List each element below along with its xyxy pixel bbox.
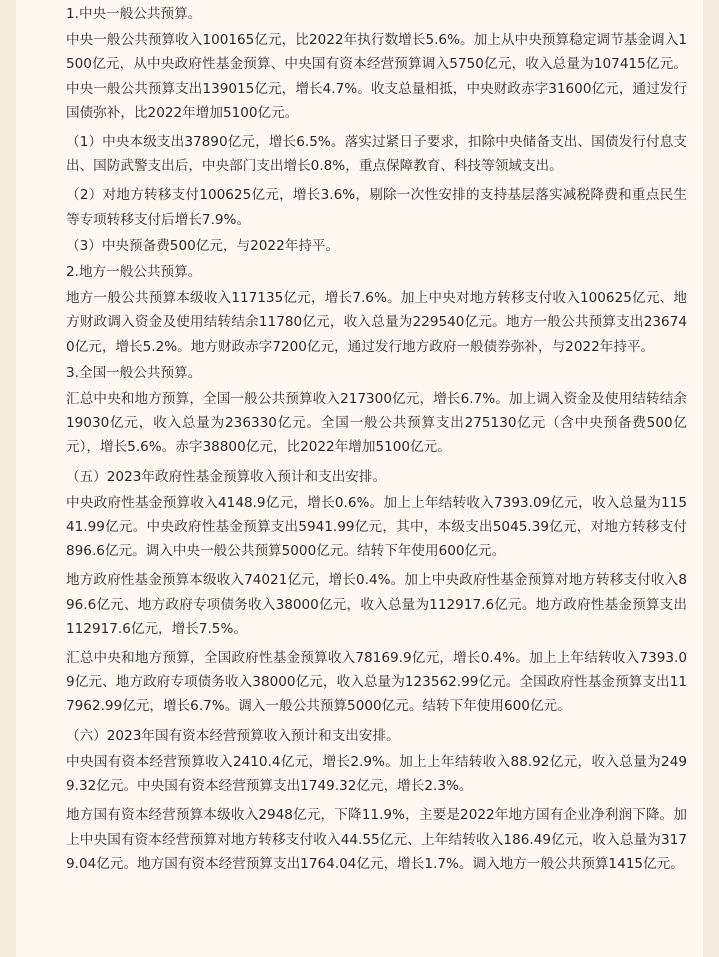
paragraph-central-reserve-fund: （3）中央预备费500亿元，与2022年持平。 (66, 237, 340, 254)
paragraph-central-state-capital-budget: 中央国有资本经营预算收入2410.4亿元，增长2.9%。加上上年结转收入88.92亿元，收入总量为2499.32亿元。中央国有资本经营预算支出1749.32亿元，增长2.3%。 (66, 753, 687, 795)
section-heading-government-fund-budget: （五）2023年政府性基金预算收入预计和支出安排。 (66, 468, 387, 485)
paragraph-national-budget-summary: 汇总中央和地方预算，全国一般公共预算收入217300亿元，增长6.7%。加上调入资金及使用结转结余19030亿元，收入总量为236330亿元。全国一般公共预算支出275130亿元（含中央预备费500亿元），增长5.6%。赤字38800亿元，比2022年增加5100亿元。 (66, 391, 687, 456)
paragraph-local-fund-budget: 地方政府性基金预算本级收入74021亿元，增长0.4%。加上中央政府性基金预算对地方转移支付收入896.6亿元、地方政府专项债务收入38000亿元，收入总量为112917.6亿元。地方政府性基金预算支出112917.6亿元，增长7.5%。 (66, 572, 687, 637)
paragraph-local-budget-summary: 地方一般公共预算本级收入117135亿元，增长7.6%。加上中央对地方转移支付收入100625亿元、地方财政调入资金及使用结转结余11780亿元，收入总量为229540亿元。地方一般公共预算支出236740亿元，增长5.2%。地方财政赤字7200亿元，通过发行地方政府一般债券弥补，与2022年持平。 (66, 290, 687, 355)
page-margin-left (0, 0, 16, 957)
paragraph-national-fund-budget: 汇总中央和地方预算，全国政府性基金预算收入78169.9亿元，增长0.4%。加上上年结转收入7393.09亿元、地方政府专项债务收入38000亿元，收入总量为123562.99亿元。全国政府性基金预算支出117962.99亿元，增长6.7%。调入一般公共预算5000亿元。结转下年使用600亿元。 (66, 650, 687, 715)
page-margin-right (703, 0, 719, 957)
paragraph-central-budget-summary: 中央一般公共预算收入100165亿元，比2022年执行数增长5.6%。加上从中央预算稳定调节基金调入1500亿元，从中央政府性基金预算、中央国有资本经营预算调入5750亿元，收入总量为107415亿元。中央一般公共预算支出139015亿元，增长4.7%。收支总量相抵，中央财政赤字31600亿元，通过发行国债弥补，比2022年增加5100亿元。 (66, 32, 687, 121)
paragraph-local-state-capital-budget: 地方国有资本经营预算本级收入2948亿元，下降11.9%，主要是2022年地方国有企业净利润下降。加上中央国有资本经营预算对地方转移支付收入44.55亿元、上年结转收入186.49亿元，收入总量为3179.04亿元。地方国有资本经营预算支出1764.04亿元，增长1.7%。调入地方一般公共预算1415亿元。 (66, 807, 687, 872)
article-body (60, 2, 687, 876)
section-heading-central-general-budget: 1.中央一般公共预算。 (66, 6, 202, 22)
section-heading-local-general-budget: 2.地方一般公共预算。 (66, 264, 202, 281)
paragraph-central-fund-budget: 中央政府性基金预算收入4148.9亿元，增长0.6%。加上上年结转收入7393.09亿元，收入总量为11541.99亿元。中央政府性基金预算支出5941.99亿元，其中，本级支出5045.39亿元，对地方转移支付896.6亿元。调入中央一般公共预算5000亿元。结转下年使用600亿元。 (66, 494, 687, 560)
paragraph-local-transfer-payments: （2）对地方转移支付100625亿元，增长3.6%，剔除一次性安排的支持基层落实减税降费和重点民生等专项转移支付后增长7.9%。 (66, 187, 687, 228)
section-heading-state-capital-budget: （六）2023年国有资本经营预算收入预计和支出安排。 (66, 727, 400, 744)
section-heading-national-general-budget: 3.全国一般公共预算。 (66, 364, 202, 381)
paragraph-central-own-expenditure: （1）中央本级支出37890亿元，增长6.5%。落实过紧日子要求，扣除中央储备支出、国债发行付息支出、国防武警支出后，中央部门支出增长0.8%，重点保障教育、科技等领域支出。 (66, 134, 687, 175)
